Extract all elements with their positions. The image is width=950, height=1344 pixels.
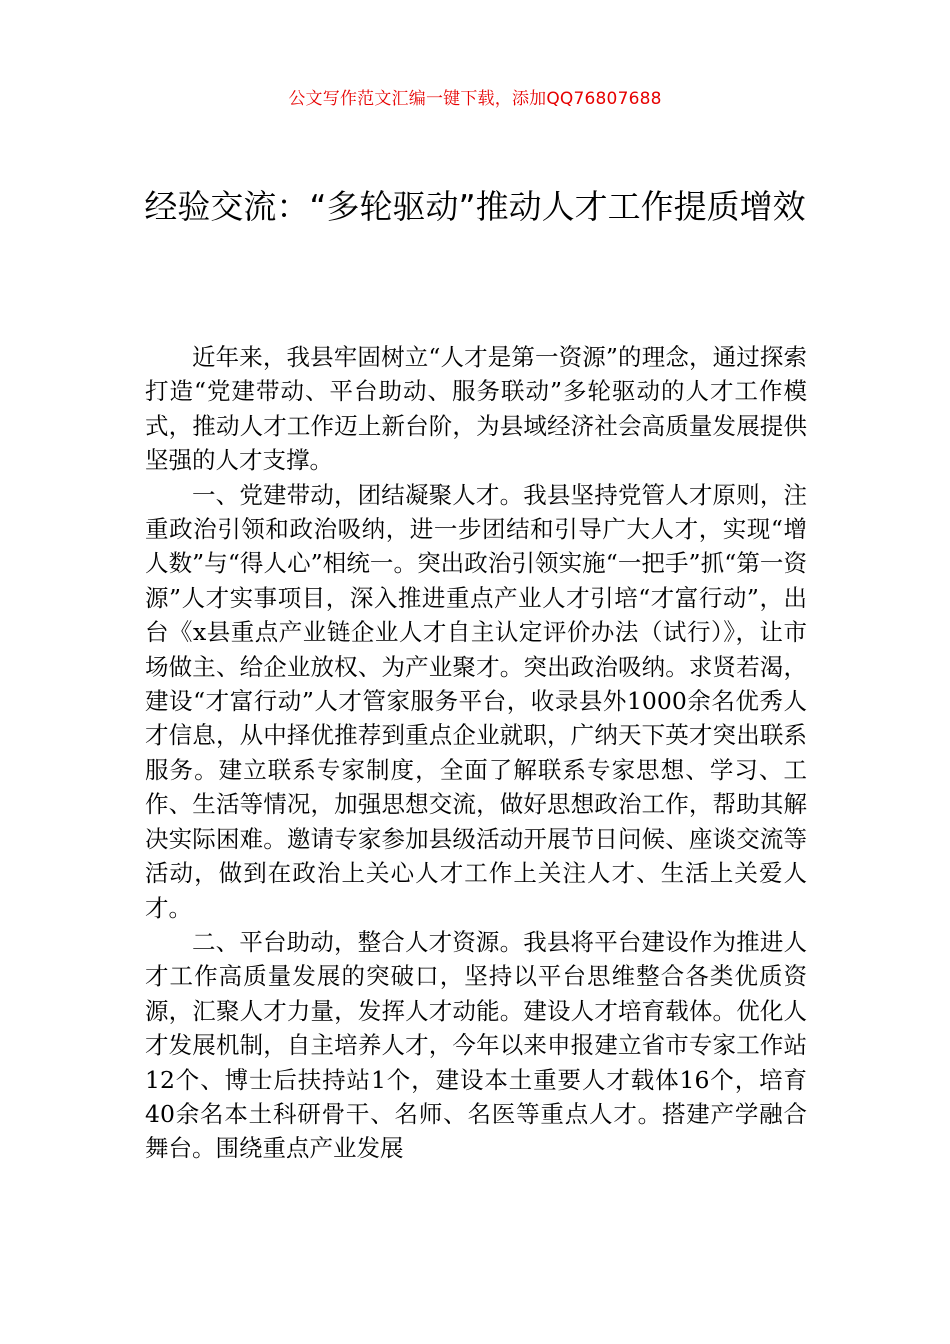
paragraph-section-one: 一、党建带动，团结凝聚人才。我县坚持党管人才原则，注重政治引领和政治吸纳，进一步团结和引导广大人才，实现“增人数”与“得人心”相统一。突出政治引领实施“一把手”抓“第一资源”人才实事项目，深入推进重点产业人才引培“才富行动”，出台《x县重点产业链企业人才自主认定评价办法（试行）》，让市场做主、给企业放权、为产业聚才。突出政治吸纳。求贤若渴，建设“才富行动”人才管家服务平台，收录县外1000余名优秀人才信息，从中择优推荐到重点企业就职，广纳天下英才突出联系服务。建立联系专家制度，全面了解联系专家思想、学习、工作、生活等情况，加强思想交流，做好思想政治工作，帮助其解决实际困难。邀请专家参加县级活动开展节日问候、座谈交流等活动，做到在政治上关心人才工作上关注人才、生活上关爱人才。: [145, 480, 807, 922]
document-title: 经验交流：“多轮驱动”推动人才工作提质增效: [144, 187, 806, 226]
paragraph-intro: 近年来，我县牢固树立“人才是第一资源”的理念，通过探索打造“党建带动、平台助动、服务联动”多轮驱动的人才工作模式，推动人才工作迈上新台阶，为县域经济社会高质量发展提供坚强的人才支撑。: [145, 343, 807, 475]
document-body: [145, 340, 807, 1166]
header-banner: 公文写作范文汇编一键下载，添加QQ76807688: [288, 89, 662, 109]
paragraph-section-two: 二、平台助动，整合人才资源。我县将平台建设作为推进人才工作高质量发展的突破口，坚持以平台思维整合各类优质资源，汇聚人才力量，发挥人才动能。建设人才培育载体。优化人才发展机制，自主培养人才，今年以来申报建立省市专家工作站12个、博士后扶持站1个，建设本土重要人才载体16个，培育40余名本土科研骨干、名师、名医等重点人才。搭建产学融合舞台。围绕重点产业发展: [145, 927, 807, 1163]
